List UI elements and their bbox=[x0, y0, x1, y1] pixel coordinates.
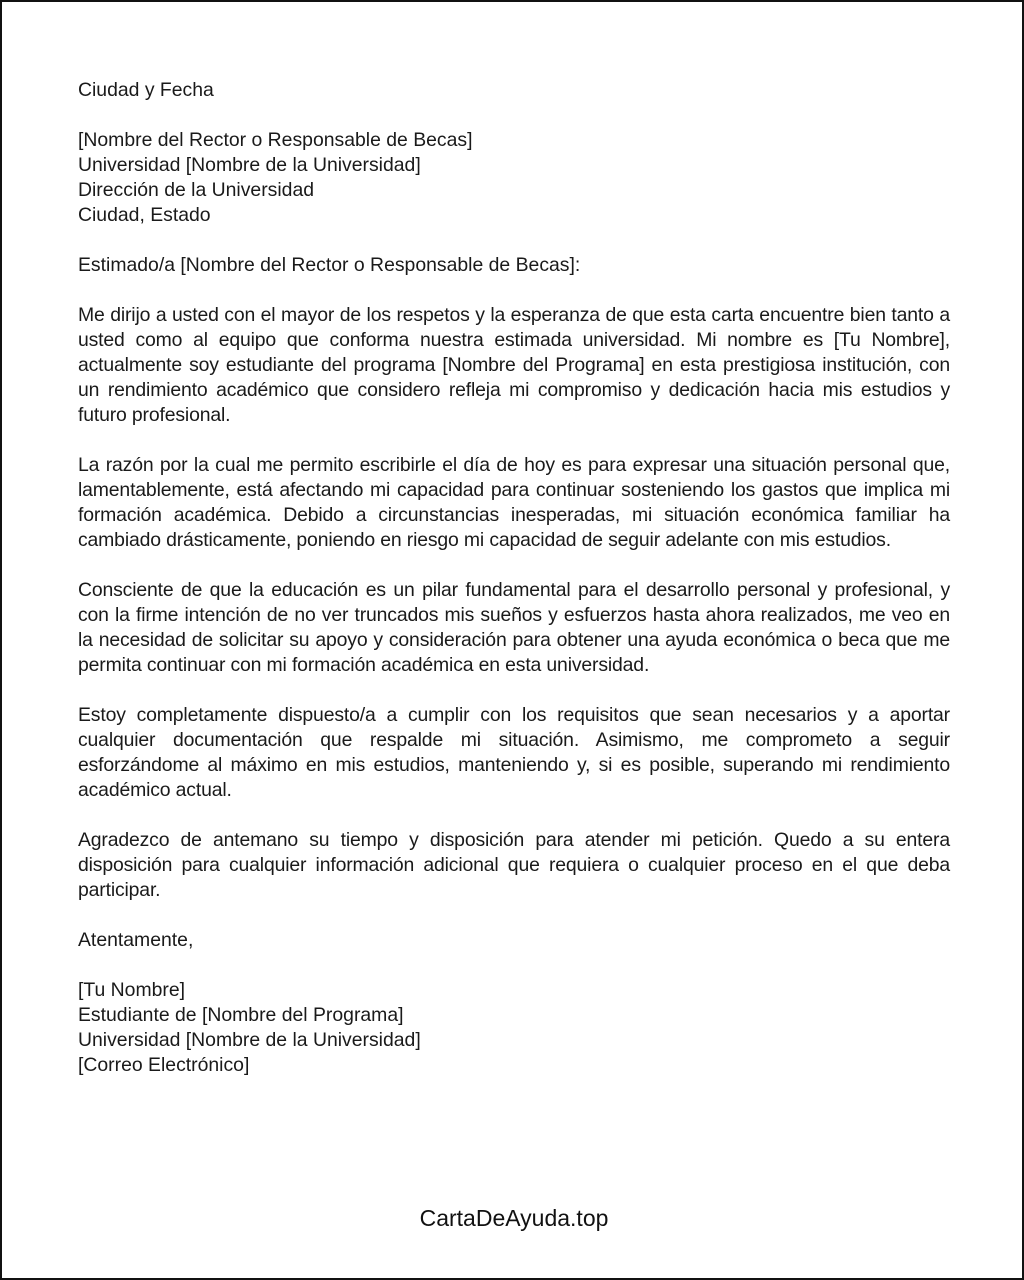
recipient-address bbox=[78, 128, 950, 228]
paragraph-request: Consciente de que la educación es un pilar fundamental para el desarrollo personal y profesional, y con la firme intención de no ver truncados mis sueños y esfuerzos hasta ahora realizados, me veo en la necesidad de solicitar su apoyo y consideración para obtener una ayuda económica o beca que me permita continuar con mi formación académica en esta universidad. bbox=[78, 579, 950, 676]
recipient-university: Universidad [Nombre de la Universidad] bbox=[78, 154, 421, 176]
salutation bbox=[78, 253, 950, 278]
paragraph-thanks: Agradezco de antemano su tiempo y disposición para atender mi petición. Quedo a su entera disposición para cualquier información adicional que requiera o cualquier proceso en el que deba participar. bbox=[78, 829, 950, 901]
paragraph-reason: La razón por la cual me permito escribirle el día de hoy es para expresar una situación personal que, lamentablemente, está afectando mi capacidad para continuar sosteniendo los gastos que implica mi formación académica. Debido a circunstancias inesperadas, mi situación económica familiar ha cambiado drásticamente, poniendo en riesgo mi capacidad de seguir adelante con mis estudios. bbox=[78, 454, 950, 551]
recipient-city-state: Ciudad, Estado bbox=[78, 204, 211, 226]
signature-name: [Tu Nombre] bbox=[78, 979, 186, 1001]
signature-university: Universidad [Nombre de la Universidad] bbox=[78, 1029, 421, 1051]
date-line bbox=[78, 78, 950, 103]
closing-text: Atentamente, bbox=[78, 929, 194, 951]
closing bbox=[78, 928, 950, 953]
signature-email: [Correo Electrónico] bbox=[78, 1054, 250, 1076]
recipient-address-line: Dirección de la Universidad bbox=[78, 179, 315, 201]
paragraph-introduction: Me dirijo a usted con el mayor de los respetos y la esperanza de que esta carta encuentre bien tanto a usted como al equipo que conforma nuestra estimada universidad. Mi nombre es [Tu Nombre], actualmente soy estudiante del programa [Nombre del Programa] en esta prestigiosa institución, con un rendimiento académico que considero refleja mi compromiso y dedicación hacia mis estudios y futuro profesional. bbox=[78, 304, 950, 426]
paragraph-commitment: Estoy completamente dispuesto/a a cumplir con los requisitos que sean necesarios y a aportar cualquier documentación que respalde mi situación. Asimismo, me comprometo a seguir esforzándome al máximo en mis estudios, manteniendo y, si es posible, superando mi rendimiento académico actual. bbox=[78, 704, 950, 801]
site-watermark: CartaDeAyuda.top bbox=[419, 1205, 609, 1231]
letter-body bbox=[78, 78, 950, 1103]
recipient-name: [Nombre del Rector o Responsable de Becas] bbox=[78, 129, 473, 151]
signature-program: Estudiante de [Nombre del Programa] bbox=[78, 1004, 404, 1026]
salutation-text: Estimado/a [Nombre del Rector o Responsable de Becas]: bbox=[78, 254, 581, 276]
date-text: Ciudad y Fecha bbox=[78, 79, 214, 101]
signature-block bbox=[78, 978, 950, 1078]
